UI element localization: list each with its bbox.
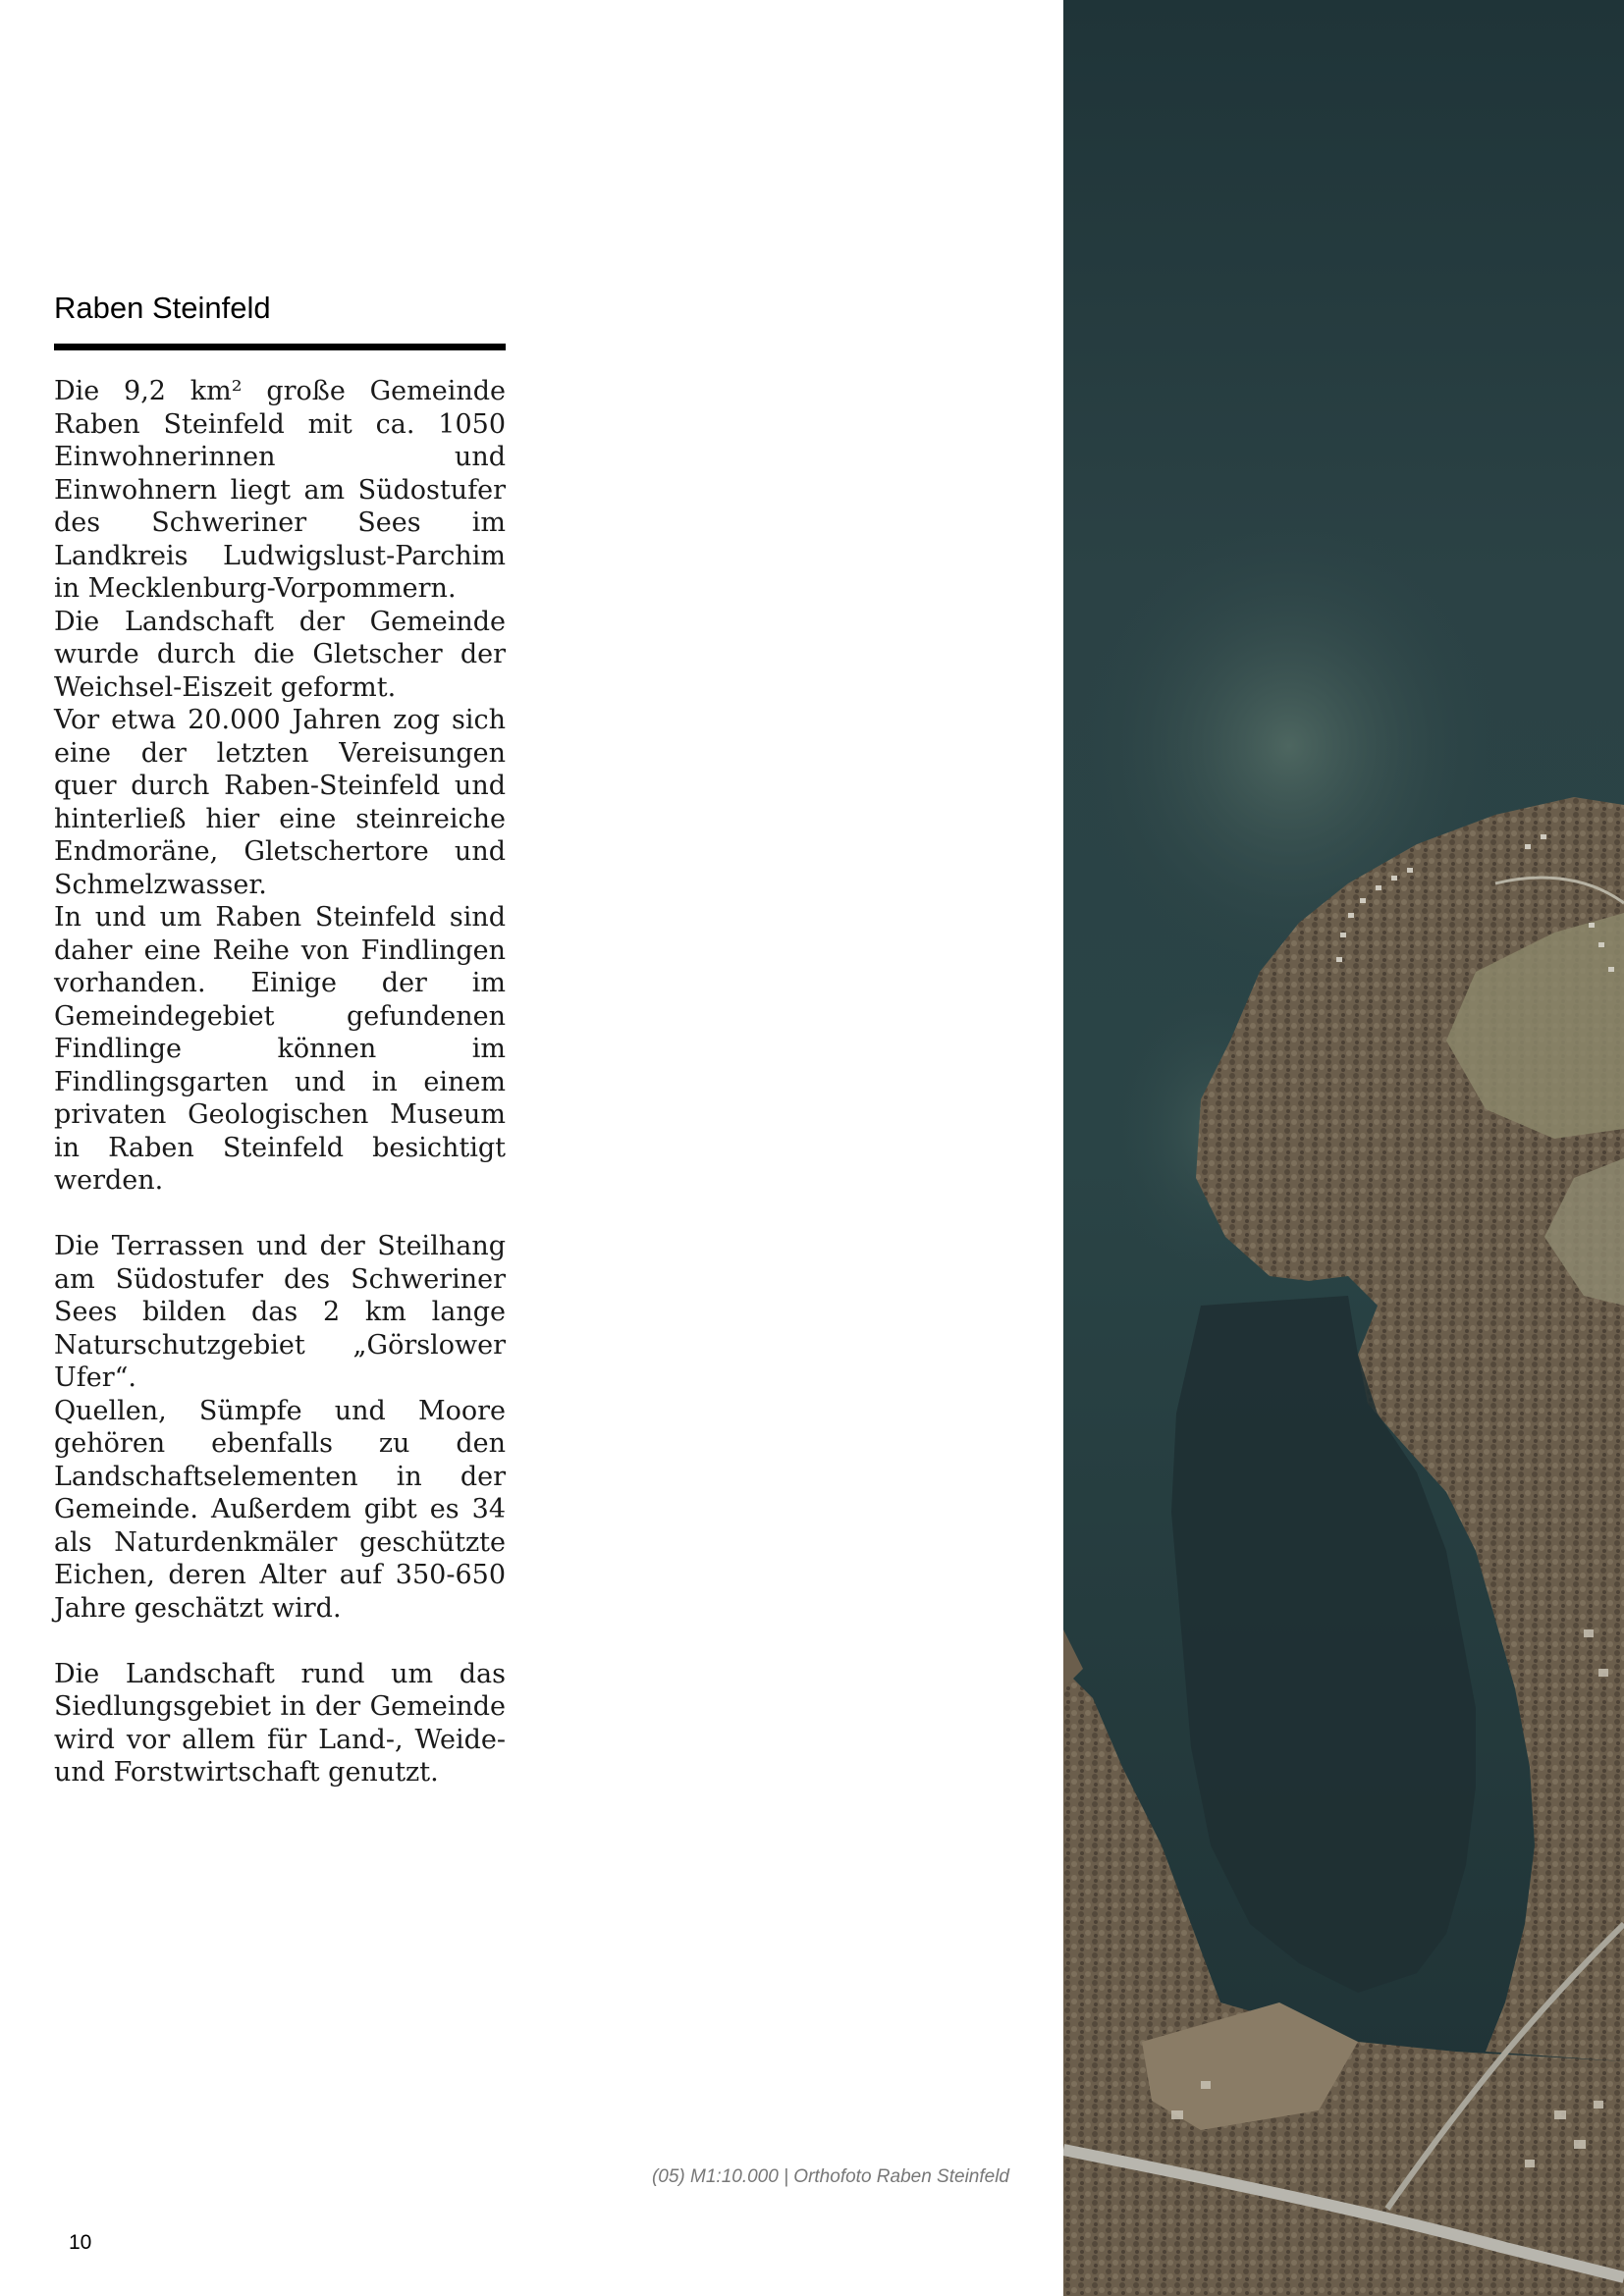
page-number: 10 bbox=[69, 2231, 92, 2254]
orthophoto bbox=[1063, 0, 1624, 2296]
photo-caption: (05) M1:10.000 | Orthofoto Raben Steinfeld bbox=[651, 2166, 1009, 2187]
paragraph: Vor etwa 20.000 Jahren zog sich eine der letzten Vereisungen quer durch Raben-Steinfeld und hinterließ hier eine steinreiche Endmoräne, Gletschertore und Schmelzwasser. bbox=[54, 705, 506, 900]
paragraph: Die Terrassen und der Steilhang am Südostufer des Schweriner Sees bilden das 2 km lange Naturschutzgebiet „Görslower Ufer“. bbox=[54, 1231, 506, 1393]
paragraph: Quellen, Sümpfe und Moore gehören ebenfalls zu den Landschaftselementen in der Gemeinde. Außerdem gibt es 34 als Naturdenkmäler geschützte Eichen, deren Alter auf 350-650 Jahre geschätzt wird. bbox=[54, 1395, 506, 1624]
title-underline bbox=[54, 344, 506, 350]
paragraph: In und um Raben Steinfeld sind daher eine Reihe von Findlingen vorhanden. Einige der im Gemeindegebiet gefundenen Findlinge können im Findlingsgarten und in einem privaten Geologischen Museum in Raben Steinfeld besichtigt werden. bbox=[54, 902, 506, 1196]
page-title: Raben Steinfeld bbox=[54, 291, 271, 325]
aerial-photo-image bbox=[1063, 0, 1624, 2296]
paragraph: Die Landschaft der Gemeinde wurde durch die Gletscher der Weichsel-Eiszeit geformt. bbox=[54, 606, 506, 703]
paragraph: Die 9,2 km² große Gemeinde Raben Steinfeld mit ca. 1050 Einwohnerinnen und Einwohnern liegt am Südostufer des Schweriner Sees im Landkreis Ludwigslust-Parchim in Mecklenburg-Vorpommern. bbox=[54, 376, 506, 604]
paragraph: Die Landschaft rund um das Siedlungsgebiet in der Gemeinde wird vor allem für Land-, Weide- und Forstwirtschaft genutzt. bbox=[54, 1658, 506, 1788]
body-text bbox=[54, 375, 506, 1789]
